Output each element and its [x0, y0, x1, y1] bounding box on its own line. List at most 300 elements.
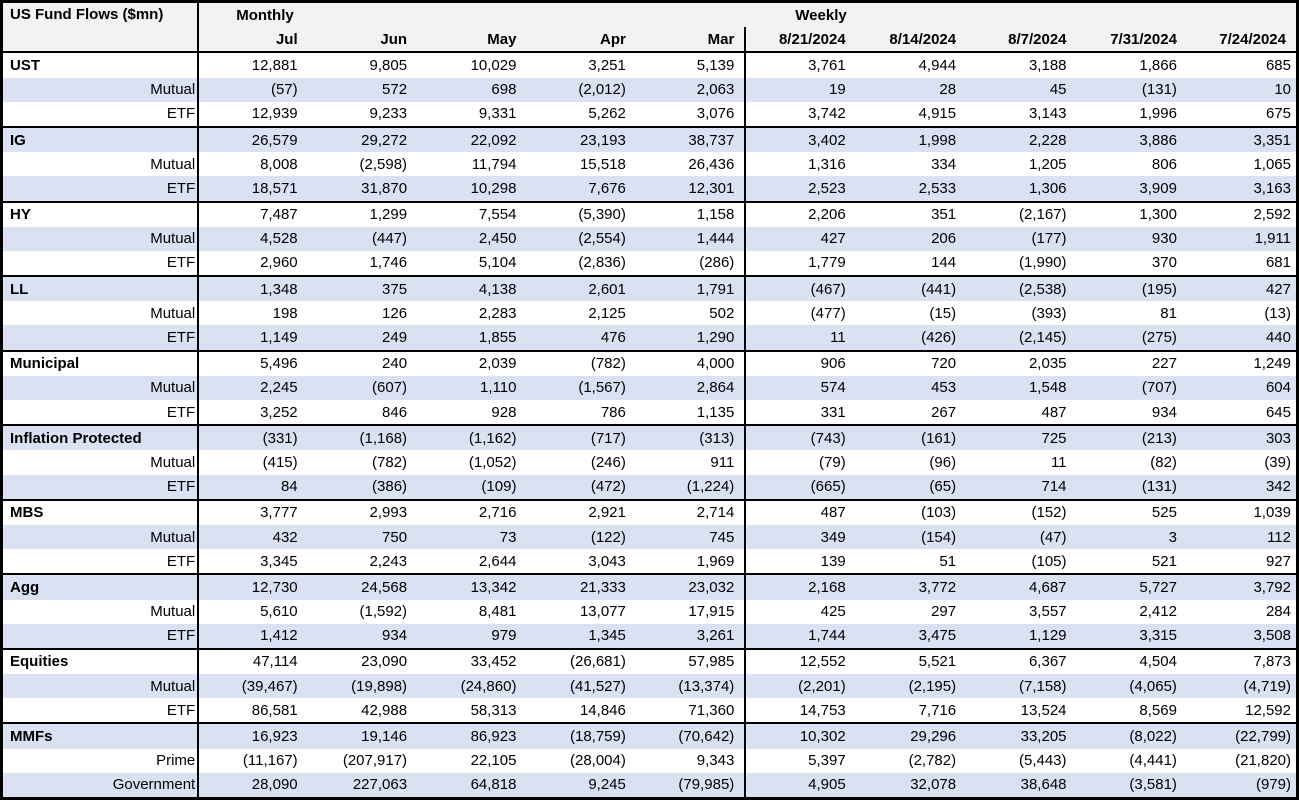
- value-cell: (13,374): [636, 674, 745, 698]
- value-cell: 685: [1265, 56, 1291, 74]
- value-cell: (15): [929, 304, 957, 322]
- group-label: Equities: [2, 649, 199, 674]
- sub-row: [2, 450, 1298, 474]
- value-cell: 1,135: [636, 400, 745, 425]
- value-cell: (207,917): [342, 752, 408, 770]
- value-cell: 5,104: [478, 254, 517, 272]
- value-cell: 4,687: [966, 574, 1076, 599]
- value-cell: (103): [856, 500, 966, 525]
- value-cell: (5,390): [526, 202, 635, 227]
- group-row: [2, 276, 1298, 301]
- value-cell: 2,125: [588, 304, 626, 322]
- table-title: US Fund Flows ($mn): [2, 2, 199, 53]
- value-cell: 227,063: [308, 773, 417, 799]
- value-cell: 1,158: [636, 202, 745, 227]
- group-label: IG: [2, 127, 199, 152]
- value-cell: 3,557: [1028, 603, 1067, 621]
- value-cell: 698: [417, 78, 526, 102]
- value-cell: 4,504: [1077, 649, 1187, 674]
- value-cell: 2,993: [308, 500, 417, 525]
- group-row: [2, 425, 1298, 450]
- value-cell: 26,579: [198, 127, 307, 152]
- value-cell: 1,412: [198, 624, 307, 649]
- value-cell: 4,528: [198, 227, 307, 251]
- column-header: 7/31/2024: [1077, 27, 1187, 52]
- value-cell: 12,939: [251, 105, 298, 123]
- sub-row: [2, 698, 1298, 723]
- column-header: 8/14/2024: [856, 27, 966, 52]
- group-label: MMFs: [2, 723, 199, 748]
- value-cell: 3,792: [1187, 574, 1298, 599]
- value-cell: 21,333: [526, 574, 635, 599]
- value-cell: 4,905: [745, 773, 855, 799]
- value-cell: 6,367: [966, 649, 1076, 674]
- value-cell: 15,518: [579, 155, 626, 173]
- value-cell: 11,794: [471, 155, 517, 173]
- value-cell: 1,300: [1077, 202, 1187, 227]
- value-cell: 1,306: [966, 176, 1076, 201]
- value-cell: 5,139: [636, 52, 745, 77]
- sub-row: [2, 251, 1298, 276]
- value-cell: 432: [198, 525, 307, 549]
- value-cell: 10,298: [417, 176, 526, 201]
- section-header-row: [2, 2, 1298, 28]
- value-cell: (472): [526, 475, 635, 500]
- row-label: Mutual: [2, 674, 199, 698]
- value-cell: (2,195): [856, 674, 966, 698]
- row-label: ETF: [2, 624, 199, 649]
- value-cell: 846: [382, 403, 408, 421]
- value-cell: (82): [1150, 453, 1177, 471]
- value-cell: 22,092: [417, 127, 526, 152]
- value-cell: 2,206: [745, 202, 855, 227]
- column-header: Apr: [526, 27, 635, 52]
- value-cell: 11: [1050, 453, 1067, 471]
- value-cell: 1,110: [417, 376, 526, 400]
- value-cell: 334: [931, 155, 957, 173]
- monthly-section-header: Monthly: [198, 2, 745, 28]
- value-cell: (782): [372, 453, 408, 471]
- value-cell: (477): [810, 304, 846, 322]
- value-cell: (2,782): [908, 752, 957, 770]
- value-cell: (39,467): [198, 674, 307, 698]
- value-cell: (1,168): [308, 425, 417, 450]
- table-body: [2, 52, 1298, 798]
- value-cell: 86,923: [417, 723, 526, 748]
- value-cell: (2,554): [526, 227, 635, 251]
- value-cell: 9,331: [478, 105, 517, 123]
- value-cell: 126: [382, 304, 408, 322]
- value-cell: 28,090: [198, 773, 307, 799]
- value-cell: (393): [1031, 304, 1067, 322]
- value-cell: 18,571: [198, 176, 307, 201]
- row-label: ETF: [2, 102, 199, 127]
- group-row: [2, 202, 1298, 227]
- value-cell: 10,029: [470, 56, 517, 74]
- value-cell: 927: [1265, 552, 1291, 570]
- value-cell: 5,397: [808, 752, 846, 770]
- value-cell: 3,777: [198, 500, 307, 525]
- value-cell: 28: [856, 78, 966, 102]
- value-cell: 12,881: [251, 56, 298, 74]
- value-cell: (41,527): [526, 674, 635, 698]
- value-cell: 604: [1187, 376, 1298, 400]
- value-cell: 9,245: [526, 773, 635, 799]
- value-cell: 29,272: [308, 127, 417, 152]
- value-cell: 1,345: [526, 624, 635, 649]
- value-cell: 7,487: [198, 202, 307, 227]
- value-cell: 1,149: [198, 325, 307, 350]
- value-cell: 19: [745, 78, 855, 102]
- value-cell: 32,078: [856, 773, 966, 799]
- value-cell: (39): [1264, 453, 1291, 471]
- value-cell: 487: [1041, 403, 1067, 421]
- value-cell: 5,262: [588, 105, 626, 123]
- value-cell: (18,759): [526, 723, 635, 748]
- sub-row: [2, 624, 1298, 649]
- group-row: [2, 500, 1298, 525]
- value-cell: 8,569: [1139, 701, 1177, 719]
- row-label: Mutual: [2, 525, 199, 549]
- value-cell: 934: [1151, 403, 1177, 421]
- value-cell: (57): [198, 78, 307, 102]
- row-label: ETF: [2, 549, 199, 574]
- group-label: Agg: [2, 574, 199, 599]
- sub-row: [2, 773, 1298, 799]
- value-cell: 26,436: [636, 152, 745, 176]
- value-cell: 1,866: [1139, 56, 1177, 74]
- value-cell: 786: [600, 403, 626, 421]
- value-cell: 1,746: [369, 254, 408, 272]
- value-cell: 86,581: [251, 701, 298, 719]
- value-cell: 23,193: [526, 127, 635, 152]
- value-cell: (4,719): [1187, 674, 1298, 698]
- value-cell: 22,105: [470, 752, 517, 770]
- value-cell: 4,138: [417, 276, 526, 301]
- value-cell: 24,568: [308, 574, 417, 599]
- value-cell: 2,716: [417, 500, 526, 525]
- value-cell: 911: [636, 450, 745, 474]
- value-cell: 2,921: [526, 500, 635, 525]
- sub-row: [2, 227, 1298, 251]
- value-cell: 1,855: [417, 325, 526, 350]
- group-row: [2, 351, 1298, 376]
- group-label: Municipal: [2, 351, 199, 376]
- value-cell: (28,004): [569, 752, 626, 770]
- group-label: HY: [2, 202, 199, 227]
- value-cell: 3,261: [636, 624, 745, 649]
- value-cell: 906: [745, 351, 855, 376]
- value-cell: (246): [590, 453, 626, 471]
- sub-row: [2, 525, 1298, 549]
- value-cell: 33,452: [417, 649, 526, 674]
- value-cell: (161): [856, 425, 966, 450]
- row-label: Mutual: [2, 450, 199, 474]
- value-cell: 1,205: [1028, 155, 1067, 173]
- value-cell: 206: [856, 227, 966, 251]
- value-cell: 12,301: [636, 176, 745, 201]
- value-cell: (152): [966, 500, 1076, 525]
- value-cell: 7,676: [526, 176, 635, 201]
- sub-row: [2, 102, 1298, 127]
- value-cell: 934: [308, 624, 417, 649]
- value-cell: (313): [636, 425, 745, 450]
- group-label: UST: [2, 52, 199, 77]
- value-cell: 3,886: [1077, 127, 1187, 152]
- value-cell: 7,873: [1187, 649, 1298, 674]
- value-cell: 370: [1151, 254, 1177, 272]
- value-cell: 12,552: [745, 649, 855, 674]
- value-cell: 1,348: [198, 276, 307, 301]
- value-cell: (5,443): [1018, 752, 1067, 770]
- value-cell: 1,249: [1187, 351, 1298, 376]
- value-cell: (8,022): [1077, 723, 1187, 748]
- value-cell: (79,985): [636, 773, 745, 799]
- value-cell: 427: [745, 227, 855, 251]
- value-cell: 12,592: [1245, 701, 1291, 719]
- value-cell: 1,779: [808, 254, 846, 272]
- value-cell: 645: [1265, 403, 1291, 421]
- value-cell: 3,761: [808, 56, 846, 74]
- value-cell: 1,998: [856, 127, 966, 152]
- value-cell: 2,960: [260, 254, 298, 272]
- value-cell: (1,162): [417, 425, 526, 450]
- value-cell: 681: [1265, 254, 1291, 272]
- value-cell: 1,065: [1253, 155, 1291, 173]
- group-row: [2, 723, 1298, 748]
- value-cell: (2,145): [966, 325, 1076, 350]
- value-cell: 1,996: [1139, 105, 1177, 123]
- weekly-section-header: Weekly: [745, 2, 1297, 28]
- value-cell: (743): [745, 425, 855, 450]
- value-cell: 375: [308, 276, 417, 301]
- group-label: Inflation Protected: [2, 425, 199, 450]
- value-cell: (665): [745, 475, 855, 500]
- sub-row: [2, 549, 1298, 574]
- value-cell: (13): [1264, 304, 1291, 322]
- value-cell: 42,988: [361, 701, 408, 719]
- value-cell: (467): [745, 276, 855, 301]
- value-cell: 12,730: [198, 574, 307, 599]
- value-cell: (4,065): [1077, 674, 1187, 698]
- value-cell: (2,598): [359, 155, 408, 173]
- value-cell: 1,548: [966, 376, 1076, 400]
- value-cell: 81: [1160, 304, 1177, 322]
- value-cell: (96): [929, 453, 957, 471]
- value-cell: 4,000: [636, 351, 745, 376]
- value-cell: 928: [491, 403, 517, 421]
- value-cell: 1,299: [308, 202, 417, 227]
- value-cell: (21,820): [1235, 752, 1291, 770]
- value-cell: 7,716: [918, 701, 957, 719]
- value-cell: 112: [1187, 525, 1298, 549]
- value-cell: (2,201): [745, 674, 855, 698]
- value-cell: (131): [1077, 475, 1187, 500]
- value-cell: 13,524: [1020, 701, 1067, 719]
- row-label: ETF: [2, 400, 199, 425]
- value-cell: 725: [966, 425, 1076, 450]
- value-cell: 23,032: [636, 574, 745, 599]
- value-cell: (213): [1077, 425, 1187, 450]
- row-label: Mutual: [2, 152, 199, 176]
- value-cell: 1,039: [1187, 500, 1298, 525]
- value-cell: 3,188: [1028, 56, 1067, 74]
- value-cell: (131): [1077, 78, 1187, 102]
- value-cell: (4,441): [1129, 752, 1177, 770]
- value-cell: 521: [1151, 552, 1177, 570]
- value-cell: 240: [308, 351, 417, 376]
- sub-row: [2, 400, 1298, 425]
- value-cell: 979: [417, 624, 526, 649]
- value-cell: 930: [1077, 227, 1187, 251]
- row-label: Mutual: [2, 301, 199, 325]
- column-header: Jul: [198, 27, 307, 52]
- value-cell: 9,805: [369, 56, 408, 74]
- value-cell: 14,753: [799, 701, 846, 719]
- value-cell: 4,915: [918, 105, 957, 123]
- value-cell: (195): [1077, 276, 1187, 301]
- value-cell: 745: [636, 525, 745, 549]
- value-cell: 71,360: [636, 698, 745, 723]
- value-cell: (122): [526, 525, 635, 549]
- value-cell: 425: [820, 603, 846, 621]
- value-cell: 11: [745, 325, 855, 350]
- value-cell: 2,523: [745, 176, 855, 201]
- value-cell: 349: [745, 525, 855, 549]
- value-cell: (607): [308, 376, 417, 400]
- sub-row: [2, 376, 1298, 400]
- value-cell: 3,772: [856, 574, 966, 599]
- value-cell: 1,290: [636, 325, 745, 350]
- value-cell: 3: [1077, 525, 1187, 549]
- sub-row: [2, 176, 1298, 201]
- row-label: Prime: [2, 749, 199, 773]
- group-row: [2, 649, 1298, 674]
- value-cell: 2,035: [966, 351, 1076, 376]
- value-cell: (2,836): [578, 254, 626, 272]
- sub-row: [2, 600, 1298, 624]
- value-cell: 2,228: [966, 127, 1076, 152]
- value-cell: (26,681): [526, 649, 635, 674]
- value-cell: (1,052): [468, 453, 517, 471]
- sub-row: [2, 475, 1298, 500]
- value-cell: 13,077: [579, 603, 626, 621]
- value-cell: 342: [1187, 475, 1298, 500]
- value-cell: (1,990): [1018, 254, 1067, 272]
- value-cell: 3,742: [808, 105, 846, 123]
- column-header: Mar: [636, 27, 745, 52]
- value-cell: 714: [966, 475, 1076, 500]
- value-cell: 4,944: [918, 56, 957, 74]
- value-cell: (707): [1077, 376, 1187, 400]
- value-cell: 45: [966, 78, 1076, 102]
- value-cell: 331: [820, 403, 846, 421]
- group-label: LL: [2, 276, 199, 301]
- value-cell: (11,167): [242, 752, 298, 770]
- value-cell: (275): [1077, 325, 1187, 350]
- value-cell: (79): [819, 453, 846, 471]
- value-cell: 2,714: [636, 500, 745, 525]
- value-cell: 675: [1265, 105, 1291, 123]
- sub-row: [2, 301, 1298, 325]
- value-cell: 2,168: [745, 574, 855, 599]
- value-cell: 2,412: [1139, 603, 1177, 621]
- value-cell: 8,008: [260, 155, 298, 173]
- value-cell: 3,251: [588, 56, 626, 74]
- sub-row: [2, 674, 1298, 698]
- value-cell: 1,316: [808, 155, 846, 173]
- value-cell: 9,233: [369, 105, 408, 123]
- value-cell: (447): [308, 227, 417, 251]
- value-cell: 2,592: [1187, 202, 1298, 227]
- value-cell: (105): [1031, 552, 1067, 570]
- value-cell: 1,969: [636, 549, 745, 574]
- value-cell: (426): [856, 325, 966, 350]
- value-cell: 2,601: [526, 276, 635, 301]
- value-cell: 2,283: [478, 304, 517, 322]
- value-cell: 476: [526, 325, 635, 350]
- value-cell: 2,063: [636, 78, 745, 102]
- row-label: Government: [2, 773, 199, 799]
- value-cell: 1,911: [1187, 227, 1298, 251]
- value-cell: 10: [1187, 78, 1298, 102]
- value-cell: 2,644: [478, 552, 517, 570]
- value-cell: (22,799): [1187, 723, 1298, 748]
- value-cell: 3,345: [260, 552, 298, 570]
- value-cell: 267: [931, 403, 957, 421]
- value-cell: (1,592): [359, 603, 408, 621]
- value-cell: (177): [966, 227, 1076, 251]
- value-cell: (2,538): [966, 276, 1076, 301]
- value-cell: 574: [745, 376, 855, 400]
- value-cell: 51: [939, 552, 957, 570]
- value-cell: 144: [931, 254, 957, 272]
- value-cell: 57,985: [636, 649, 745, 674]
- value-cell: 3,402: [745, 127, 855, 152]
- value-cell: (717): [526, 425, 635, 450]
- value-cell: 487: [745, 500, 855, 525]
- value-cell: 47,114: [198, 649, 307, 674]
- row-label: ETF: [2, 475, 199, 500]
- value-cell: 17,915: [636, 600, 745, 624]
- group-row: [2, 127, 1298, 152]
- value-cell: 38,648: [966, 773, 1076, 799]
- value-cell: 3,143: [1028, 105, 1067, 123]
- value-cell: 427: [1187, 276, 1298, 301]
- value-cell: 58,313: [470, 701, 517, 719]
- value-cell: 3,163: [1187, 176, 1298, 201]
- value-cell: (1,567): [526, 376, 635, 400]
- value-cell: (70,642): [636, 723, 745, 748]
- value-cell: 29,296: [856, 723, 966, 748]
- value-cell: 3,351: [1187, 127, 1298, 152]
- value-cell: 720: [856, 351, 966, 376]
- value-cell: 64,818: [417, 773, 526, 799]
- value-cell: 440: [1187, 325, 1298, 350]
- column-header: 7/24/2024: [1187, 27, 1298, 52]
- value-cell: (3,581): [1077, 773, 1187, 799]
- value-cell: 3,252: [260, 403, 298, 421]
- value-cell: (386): [308, 475, 417, 500]
- value-cell: (7,158): [966, 674, 1076, 698]
- column-header: May: [417, 27, 526, 52]
- row-label: ETF: [2, 325, 199, 350]
- value-cell: (2,167): [966, 202, 1076, 227]
- value-cell: 297: [931, 603, 957, 621]
- value-cell: 8,481: [478, 603, 517, 621]
- value-cell: 303: [1187, 425, 1298, 450]
- value-cell: (441): [856, 276, 966, 301]
